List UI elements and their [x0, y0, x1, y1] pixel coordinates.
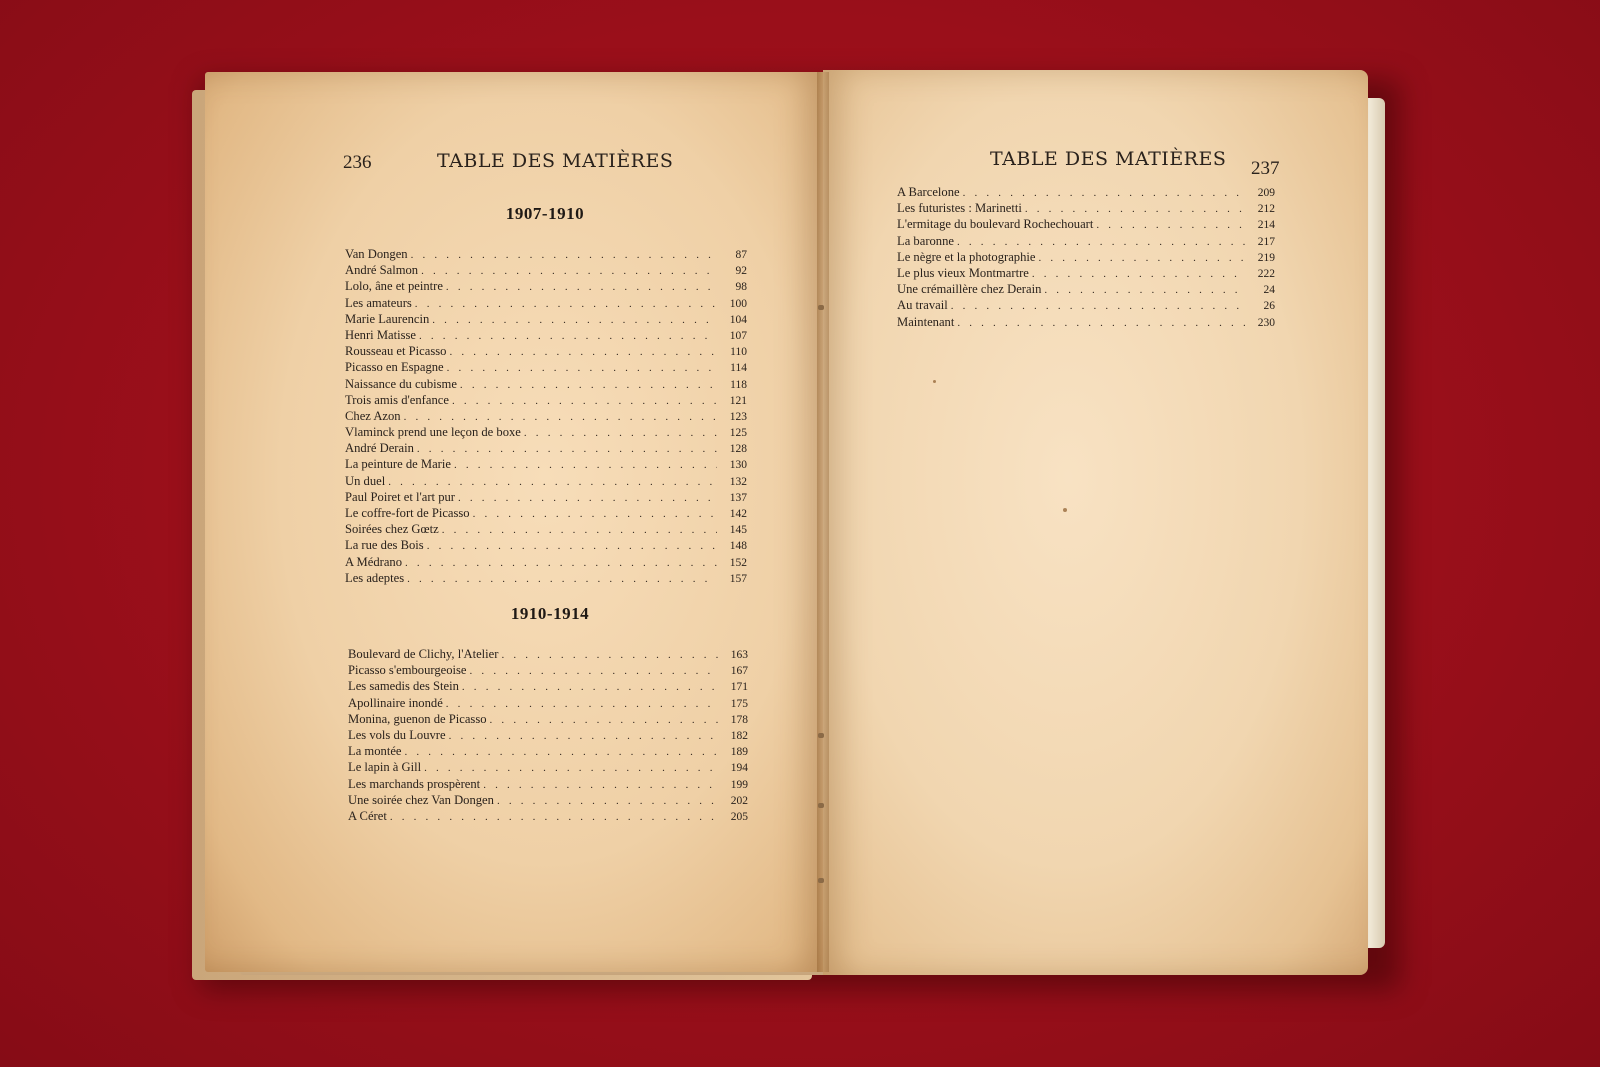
toc-entry: Marie Laurencin . . . 104: [345, 311, 747, 327]
toc-entry: Paul Poiret et l'art pur . . . 137: [345, 489, 747, 505]
right-page: [823, 70, 1368, 975]
right-page-number: 237: [1251, 158, 1280, 179]
toc-entry: La baronne . . . 217: [897, 233, 1275, 249]
toc-entry: André Derain . . . 128: [345, 440, 747, 456]
left-page-number: 236: [343, 152, 372, 173]
toc-entry: A Barcelone . . . 209: [897, 184, 1275, 200]
paper-spot: [1063, 508, 1067, 512]
toc-entry: Les amateurs . . . 100: [345, 295, 747, 311]
binding-stitch: [818, 878, 824, 883]
toc-entry: Vlaminck prend une leçon de boxe . . . 125: [345, 424, 747, 440]
toc-entry: Les futuristes : Marinetti . . . 212: [897, 200, 1275, 216]
toc-list-1910-1914: [348, 646, 748, 824]
section-title-1910-1914: 1910-1914: [510, 604, 590, 623]
toc-entry: Une soirée chez Van Dongen . . . 202: [348, 792, 748, 808]
toc-entry: La montée . . . 189: [348, 743, 748, 759]
toc-entry: La peinture de Marie . . . 130: [345, 456, 747, 472]
toc-entry: Au travail . . . 26: [897, 297, 1275, 313]
book-gutter: [817, 72, 829, 972]
toc-entry: Soirées chez Gœtz . . . 145: [345, 521, 747, 537]
toc-entry: Rousseau et Picasso . . . 110: [345, 343, 747, 359]
right-running-head: TABLE DES MATIÈRES: [990, 148, 1227, 170]
toc-list-1907-1910: [345, 246, 747, 586]
toc-entry: Le coffre-fort de Picasso . . . 142: [345, 505, 747, 521]
toc-entry: Le plus vieux Montmartre . . . 222: [897, 265, 1275, 281]
binding-stitch: [818, 803, 824, 808]
toc-entry: Maintenant . . . 230: [897, 314, 1275, 330]
toc-entry: Apollinaire inondé . . . 175: [348, 695, 748, 711]
toc-list-right: [897, 184, 1275, 330]
toc-entry: Le nègre et la photographie . . . 219: [897, 249, 1275, 265]
toc-entry: Chez Azon . . . 123: [345, 408, 747, 424]
toc-entry: Les marchands prospèrent . . . 199: [348, 776, 748, 792]
toc-entry: A Céret . . . 205: [348, 808, 748, 824]
toc-entry: Picasso en Espagne . . . 114: [345, 359, 747, 375]
toc-entry: Les adeptes . . . 157: [345, 570, 747, 586]
toc-entry: Monina, guenon de Picasso . . . 178: [348, 711, 748, 727]
toc-entry: Une crémaillère chez Derain . . . 24: [897, 281, 1275, 297]
toc-entry: Trois amis d'enfance . . . 121: [345, 392, 747, 408]
toc-entry: Boulevard de Clichy, l'Atelier . . . 163: [348, 646, 748, 662]
paper-spot: [933, 380, 936, 383]
toc-entry: Henri Matisse . . . 107: [345, 327, 747, 343]
toc-entry: Van Dongen . . . 87: [345, 246, 747, 262]
toc-entry: Naissance du cubisme . . . 118: [345, 376, 747, 392]
binding-stitch: [818, 305, 824, 310]
toc-entry: Les vols du Louvre . . . 182: [348, 727, 748, 743]
left-running-head: TABLE DES MATIÈRES: [437, 150, 674, 172]
toc-entry: Lolo, âne et peintre . . . 98: [345, 278, 747, 294]
toc-entry: L'ermitage du boulevard Rochechouart . . . 214: [897, 216, 1275, 232]
toc-entry: A Médrano . . . 152: [345, 554, 747, 570]
toc-entry: Picasso s'embourgeoise . . . 167: [348, 662, 748, 678]
left-page: [205, 72, 823, 972]
toc-entry: Le lapin à Gill . . . 194: [348, 759, 748, 775]
toc-entry: Les samedis des Stein . . . 171: [348, 678, 748, 694]
binding-stitch: [818, 733, 824, 738]
toc-entry: La rue des Bois . . . 148: [345, 537, 747, 553]
toc-entry: Un duel . . . 132: [345, 473, 747, 489]
toc-entry: André Salmon . . . 92: [345, 262, 747, 278]
section-title-1907-1910: 1907-1910: [505, 204, 585, 223]
